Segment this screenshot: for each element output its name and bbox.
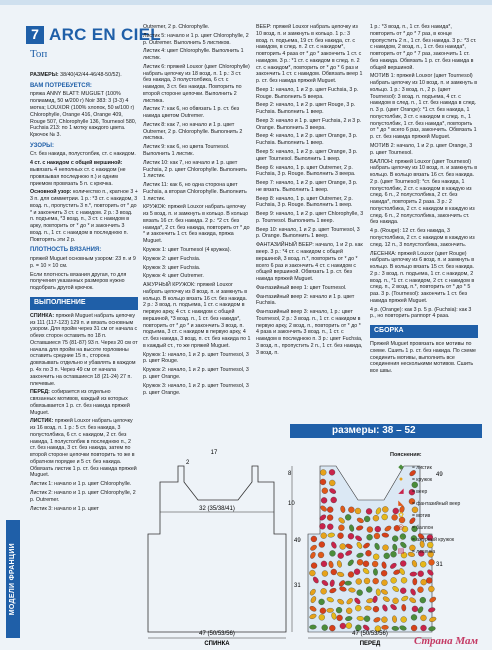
- legend-symbol-icon: ●: [398, 475, 404, 483]
- front-motif: [331, 497, 337, 503]
- front-motif: [373, 606, 379, 612]
- back-top-label: 17: [210, 450, 218, 456]
- col2-p18: Кружок 3: начало, 1 и 2 р. цвет Tournesol, 3 р. цвет Orange.: [143, 382, 249, 396]
- front-motif: [345, 581, 352, 586]
- front-h1-label: 49: [436, 472, 443, 478]
- front-motif: [367, 527, 373, 533]
- col3-p9: Веер 8: начало, 1 р. цвет Outremer, 2 р. Fuchsia, 3 р. Rouge. Выполнить 1 веер.: [256, 195, 353, 209]
- patterns-heading: УЗОРЫ:: [30, 142, 54, 149]
- article-subtitle: Топ: [30, 48, 48, 60]
- front-motif: [365, 550, 371, 556]
- legend-item: [390, 546, 482, 558]
- legend-symbol-icon: ◌: [398, 535, 404, 543]
- front-motif: [329, 625, 335, 631]
- front-width-label: 47 (50/53/56): [352, 631, 388, 637]
- back-title: СПИНКА:: [30, 312, 55, 319]
- front-motif: [412, 606, 418, 612]
- front-motif: [321, 588, 327, 594]
- front-motif: [413, 578, 417, 585]
- front-motif: [421, 625, 427, 631]
- front-motif: [381, 580, 387, 586]
- back-side-label: 31: [294, 583, 301, 589]
- front-motif: [417, 587, 423, 593]
- front-motif: [373, 578, 379, 584]
- front-motif: [418, 571, 424, 577]
- front-motif: [364, 616, 370, 622]
- col4-p7: 4 р. (Orange): как 3 р. 5 р. (Fuchsia): как 3 р., но повторить раппорт 4 раза.: [370, 306, 472, 320]
- work-heading: ВЫПОЛНЕНИЕ: [30, 297, 138, 310]
- col2-p2: Листик 5: начало и 1 р. цвет Chlorophylle, 2 р. Outremer. Выполнить 5 листиков.: [143, 32, 249, 46]
- mesh-text: вывязать 4 неполных ст. с накидом (не провязывая последнюю п.) и одним приемом провязать 5 п. с крючка.: [30, 167, 126, 187]
- front-motif: [309, 625, 316, 630]
- col2-p4: Листик 6: пряжей Louxor (цвет Chlorophylle) набрать цепочку из 18 возд. п. 1 р.: 3 ст. без накида, 3 полустолбика, 6 ст. с накидом, 3 ст. без накида. Повторить по второй стороне цепочки. Выполнить 2 листика.: [143, 63, 250, 104]
- front-motif: [338, 553, 344, 559]
- front-motif: [366, 508, 372, 514]
- front-motif: [319, 523, 325, 529]
- front-motif: [411, 614, 417, 620]
- front-motif: [426, 577, 432, 583]
- front-motif: [327, 515, 333, 521]
- sizes-label: РАЗМЕРЫ:: [30, 72, 59, 78]
- col4-p4: БАЛЛОН: пряжей Louxor (цвет Tournesol) набрать цепочку из 10 возд. п. и замкнуть в кольцо. В кольцо вязать 16 ст. без накида. 2 р. (цвет Tournesol): *ст. без накида, 1 полустолбик, 2 ст. с накидом в каждую из след. 6 п., 2 полустолбика, 2 ст. без накида*, повторить 2 раза. 3 р.: 2 полустолбика, 2 ст. с накидом в каждую из след. 6 п., 2 полустолбика, закончить ст. без накида.: [370, 158, 478, 226]
- front-motif: [411, 625, 417, 631]
- column-4: [370, 24, 478, 377]
- front-motif: [320, 608, 326, 614]
- legend-symbol-icon: ◢: [398, 487, 404, 495]
- density-heading: ПЛОТНОСТЬ ВЯЗАНИЯ:: [30, 247, 102, 254]
- back-h2-label: 10: [288, 501, 295, 507]
- front-motif: [374, 533, 380, 539]
- leaf-block: [30, 418, 138, 479]
- front-motif: [401, 617, 407, 623]
- front-motif: [381, 617, 387, 623]
- col3-p4: Веер 3: начало и 1 р. цвет Fuchsia, 2 и 3 р. Orange. Выполнить 3 веера.: [256, 117, 362, 131]
- col2-p11: Кружок 1: цвет Tournesol (4 кружка).: [143, 246, 231, 253]
- front-motif: [382, 514, 388, 520]
- col3-p8: Веер 7: начало, 1 и 2 р. цвет Orange, 3 р. не вязать. Выполнить 1 веер.: [256, 180, 358, 193]
- front-motif: [373, 554, 379, 560]
- legend-item: [390, 534, 482, 546]
- front-motif: [354, 569, 360, 575]
- front-motif: [331, 569, 337, 575]
- front-motif: [327, 507, 333, 513]
- front-block: [30, 389, 138, 416]
- col4-p1: 1 р.: *3 возд. п., 1 ст. без накида*, повторить от * до * 7 раз, в конце пропустить 2 п., 1 ст. без накида. 3 р.: *3 ст. с накидом, 2 возд. п., 1 ст. без накида*, повторить от * до * 7 раз, закончить 1 ст. без накида. Обвязать 1 р. ст. без накида в общей вершиной.: [370, 24, 477, 71]
- leaf-3: Листик 3: начало и 1 р. цвет: [30, 505, 99, 512]
- col2-p15: АЖУРНЫЙ КРУЖОК: пряжей Louxor набрать цепочку из 8 возд. п. и замкнуть в кольцо. В кольцо вязать 16 ст. без накида. 2 р.: 3 возд. п. подъема, 1 ст. с накидом в первую арку, 4 ст. с накидом с общей вершиной, *3 возд. п., 1 ст. без накида*, повторить от * до * и закончить 3 возд. п. подъема, 3 ст. с накидом в первую арку, 4 ст. без накида, 3 возд. п. ст. без накида по 1 в каждый ст., то же пряжей Muguet.: [143, 282, 251, 349]
- assembly-text: Пряжей Muguet провязать все мотивы по схеме. Сшить 1 р. ст. без накида. По схеме соединить мотивы, выполнить все соединения несколькими мотивов. Сшить все швы.: [370, 341, 476, 375]
- front-title: ПЕРЕД:: [30, 389, 50, 396]
- front-motif: [321, 561, 327, 567]
- front-motif: [355, 605, 361, 611]
- article-header: [26, 24, 161, 46]
- col3-p10: Веер 9: начало, 1 и 2 р. цвет Chlorophylle, 3 р. Tournesol. Выполнить 1 веер.: [256, 211, 364, 224]
- materials-heading: ВАМ ПОТРЕБУЕТСЯ:: [30, 82, 92, 89]
- sidebar-label: МОДЕЛИ ФРАНЦИИ: [8, 542, 16, 616]
- front-motif: [366, 587, 372, 593]
- back-mid-label: 32 (35/38/41): [199, 506, 235, 512]
- front-motif: [420, 597, 426, 603]
- legend-symbol-icon: ◆: [398, 463, 404, 471]
- col3-p15: Фантазийный веер 3: начало, 1 р.: цвет Tournesol, 2 р.: 3 возд. п., 1 ст. с накидом в первую арку, 2 возд. п., повторить от * до * 4 раза и закончить 3 возд. п., 1 ст. с накидом в последнюю п. 3 р.: цвет Fuchsia, 3 возд. п., пропустить 2 п., 1 ст. без накида, 3 возд. п.: [256, 309, 363, 356]
- back-width-label: 47 (50/53/56): [199, 631, 235, 637]
- main-pattern-title: Основной узор:: [30, 189, 72, 196]
- front-motif: [338, 533, 344, 539]
- assembly-heading: СБОРКА: [370, 325, 478, 338]
- legend-label: = баллон: [412, 524, 434, 531]
- front-motif: [319, 542, 325, 548]
- front-motif: [322, 488, 328, 494]
- back-title-label: СПИНКА: [204, 641, 230, 647]
- column-1: [30, 72, 138, 514]
- front-motif: [356, 579, 362, 585]
- front-motif: [357, 590, 363, 596]
- front-motif: [348, 507, 354, 513]
- sidebar-label-strip: [6, 520, 20, 638]
- watermark-text: Страна Мам: [414, 635, 479, 647]
- front-motif: [337, 615, 343, 621]
- top-strip: [0, 0, 492, 5]
- col4-p2: МОТИВ 1: пряжей Louxor (цвет Tournesol) набрать цепочку из 10 возд. п. и замкнуть в кольцо. 1 р.: 3 возд. п., 2 р. (цвет Tournesol): 3 возд. п. подъема, 4 ст. с накидом в след. п., 1 ст. без накида в след. п. 3 р. (цвет Orange): *1 ст. без накида, 1 полустолбик, 3 ст. с накидом в след. п., 1 полустолбик, 1 ст. без накида*, повторить от * до * всего 6 раз, закончить. Обвязать 1 р. ст. без накида пряжей Muguet.: [370, 73, 478, 141]
- front-motif: [327, 524, 333, 530]
- col2-p14: Кружок 4: цвет Outremer.: [143, 273, 204, 280]
- legend-label: = листик: [412, 464, 432, 471]
- front-motif: [421, 579, 427, 585]
- sizes-value: 38/40(42/44-46/48-50/52).: [60, 72, 122, 78]
- col2-p16: Кружок 1: начало, 1 и 2 р. цвет Tournesol, 3 р. цвет Rouge.: [143, 351, 249, 365]
- back-schematic: [148, 450, 301, 647]
- front-motif: [348, 533, 354, 539]
- front-motif: [383, 545, 389, 551]
- front-motif: [372, 561, 378, 567]
- main-pattern-block: [30, 189, 138, 243]
- front-motif: [321, 497, 327, 503]
- front-text: собирается из отдельно связанных мотивов, каждый из которых обвязывается 1 р. ст. без накида пряжей Muguet.: [30, 389, 130, 416]
- front-motif: [319, 614, 325, 620]
- front-motif: [401, 577, 407, 583]
- front-motif: [322, 570, 328, 576]
- col2-p12: Кружок 2: цвет Fuchsia.: [143, 255, 201, 262]
- front-motif: [322, 625, 328, 631]
- front-motif: [364, 516, 370, 522]
- front-motif: [318, 552, 324, 558]
- col3-p6: Веер 5: начало, 1 и 2 р. цвет Orange, 3 р. цвет Tournesol. Выполнить 1 веер.: [256, 149, 358, 162]
- col2-p6: Листик 8: как 7, но начало и 1 р. цвет Outremer, 2 р. Chlorophylle. Выполнить 2 листика.: [143, 121, 243, 142]
- legend-label: = веер: [412, 488, 428, 495]
- leaf-1: Листик 1: начало и 1 р. цвет Chlorophylle.: [30, 481, 132, 488]
- front-motif: [420, 561, 426, 567]
- front-motif: [346, 623, 352, 629]
- col3-p2: Веер 1: начало, 1 и 2 р. цвет Fuchsia, 3 р. Rouge. Выполнить 5 веера.: [256, 86, 359, 100]
- legend-item: [390, 486, 482, 498]
- front-motif: [329, 469, 335, 475]
- col2-p1: Outremer, 2 р. Chlorophylle.: [143, 24, 210, 30]
- front-motif: [336, 607, 342, 613]
- col4-p3: МОТИВ 2: начало, 1 и 2 р. цвет Orange, 3 р. цвет Tournesol.: [370, 143, 473, 156]
- front-motif: [329, 550, 335, 556]
- front-motif: [381, 570, 387, 576]
- legend-symbol-icon: ▤: [397, 547, 405, 555]
- back-h1-label: 8: [288, 471, 292, 477]
- front-motif: [338, 525, 344, 531]
- article-title: ARC EN CIEL: [49, 25, 161, 44]
- front-motif: [340, 623, 346, 629]
- col3-p1: ВЕЕР: пряжей Louxor набрать цепочку из 10 возд. п. и замкнуть в кольцо. 1 р.: 3 возд. п. подъема, 19 ст. без накида, ст. с накидом, в след. п. 2 ст. с накидом*, повторить 4 раза от * до * закончить 1 ст. с накидом. 3 р.: *1 ст. с накидом в след. п. 2 ст. с накидом*, повторить от * до * 6 раз и закончить 1 ст. с накидом. Обвязать веер 1 р. ст. без накида пряжей Muguet.: [256, 24, 363, 85]
- front-motif: [363, 561, 369, 567]
- legend-label: = мотив: [412, 512, 431, 519]
- materials-text: пряжа ANNY BLATT: MUGUET (100% полиамид, 50 м/200 г) Noir 383: 3 (3-3) 4 мотка; LOUXOR (100% хлопок, 50 м/100 г) Chlorophylle, Orange 416, Orange 409, Rouge 507, Chlorophylle 136, Tournesol 580, Fuchsia 213: по 1 мотку каждого цвета. Крючок № 3.: [30, 91, 137, 139]
- mesh-block: [30, 160, 138, 187]
- front-motif: [400, 588, 406, 594]
- col2-p3: Листик 4: цвет Chlorophylle. Выполнить 1 листик.: [143, 48, 244, 62]
- legend-item: [390, 510, 482, 522]
- front-motif: [393, 598, 399, 604]
- front-motif: [429, 559, 435, 565]
- sizes-band: размеры: 38 – 52: [290, 424, 482, 438]
- front-motif: [311, 563, 317, 569]
- front-motif: [357, 559, 363, 565]
- legend-item: [390, 474, 482, 486]
- leaf-2: Листик 2: начало и 1 р. цвет Chlorophylle, 2 р. Outremer.: [30, 490, 136, 503]
- col3-p13: Фантазийный веер 1: цвет Tournesol.: [256, 284, 347, 291]
- front-motif: [329, 480, 335, 486]
- front-motif: [348, 571, 354, 577]
- front-motif: [355, 508, 361, 514]
- back-text: пряжей Muguet набрать цепочку из 111 (117-123) 129 п. и вязать основным узором. Для пройм через 31 см от начала с обеих сторон оставить по 18 п. Оставшиеся 75 (81-87) 93 п. Через 20 см от начала для пройм на высоте горловины оставить средние 15 п., сторона довязывать отдельно и убавлять в каждом р. 4х по 3 п. Через 49 см от начала закончить на оставшиеся 18 (21-24) 27 п. плечевые.: [30, 312, 138, 387]
- legend-item: [390, 498, 482, 510]
- front-motif: [321, 533, 327, 539]
- col2-p13: Кружок 3: цвет Fuchsia.: [143, 264, 201, 271]
- front-motif: [346, 608, 352, 614]
- front-motif: [319, 599, 325, 605]
- col3-p12: ФАНТАЗИЙНЫЙ ВЕЕР: начало, 1 и 2 р. как веер. 3 р.: *4 ст. с накидом с общей вершиной, 3 возд. п.*, повторить от * до * всего 6 раз и закончить 4 ст. с накидом с общей вершиной. Обвязать 1 р. ст. без накида пряжей Muguet.: [256, 242, 363, 283]
- legend-label: = кружок: [412, 476, 433, 483]
- density-text: пряжей Muguet основным узором: 23 п. и 9 р. = 10 × 10 см.: [30, 256, 136, 269]
- mesh-title: 4 ст. с накидом с общей вершиной:: [30, 160, 123, 167]
- col2-p9: Листик 11: как 6, но одна сторона цвет Fuchsia, а вторая Chlorophylle. Выполнить 1 листик.: [143, 182, 247, 202]
- front-motif: [340, 543, 346, 549]
- front-motif: [375, 526, 381, 532]
- back-strap-label: 2: [186, 460, 190, 466]
- col2-p10: КРУЖОК: пряжей Louxor набрать цепочку из 5 возд. п. и замкнуть в кольцо. В кольцо вязать 16 ст. без накида. 2 р.: *2 ст. без накида*, 2 ст. без накида, повторить от * до * и закончить 1 ст. без накида, пряжа Muguet.: [143, 204, 250, 245]
- col3-p11: Веер 10: начало, 1 и 2 р. цвет Tournesol, 3 р. Orange. Выполнить 1 веер.: [256, 226, 360, 240]
- leaf-title: ЛИСТИК:: [30, 418, 54, 425]
- front-motif: [373, 515, 379, 521]
- front-motif: [320, 469, 326, 475]
- legend-item: [390, 462, 482, 474]
- col2-p17: Кружок 2: начало, 1 и 2 р. цвет Tournesol, 3 р. цвет Orange.: [143, 367, 249, 380]
- sizes-block: [30, 72, 138, 79]
- legend-rows: [390, 462, 482, 558]
- front-motif: [384, 553, 390, 559]
- article-number: 7: [26, 26, 44, 44]
- legend: [390, 452, 482, 558]
- front-motif: [364, 578, 370, 584]
- legend-item: [390, 522, 482, 534]
- leaf-text: пряжей Louxor набрать цепочку из 16 возд. п. 1 р.: 5 ст. без накида, 3 полустолбика, 6 ст. с накидом, 2 ст. без накида, 1 полустолбик в последнюю п., 2 ст. без накида, 3 ст. без накида, затем по второй стороне цепочки повторить то же в обратном порядке и 5 ст. без накида. Обвязать листик 1 р. ст. без накида пряжей Muguet.: [30, 418, 137, 479]
- legend-title: Пояснения:: [390, 452, 422, 458]
- front-motif: [320, 479, 326, 485]
- back-outline: [148, 466, 286, 632]
- front-title-label: ПЕРЕД: [359, 641, 381, 647]
- density-note: Если плотность вязания другая, то для получения указанных размеров нужно подобрать другой крючок.: [30, 271, 127, 292]
- front-motif: [381, 625, 388, 630]
- col3-p3: Веер 2: начало, 1 и 2 р. цвет Rouge, 3 р. Fuchsia. Выполнить 1 веер.: [256, 102, 356, 116]
- col2-p8: Листик 10: как 7, но начало и 1 р. цвет Fuchsia, 2 р. цвет Chlorophylle. Выполнить 1 листик.: [143, 159, 247, 180]
- front-motif: [391, 577, 397, 583]
- col4-p5: 4 р. (Rouge): 12 ст. без накида, 3 полустолбика, 2 ст. с накидом в каждую из след. 12 п., 3 полустолбика, закончить.: [370, 228, 475, 248]
- front-motif: [309, 570, 315, 576]
- legend-symbol-icon: ✿: [398, 511, 404, 519]
- front-motif: [382, 506, 388, 512]
- legend-symbol-icon: ◣: [398, 499, 404, 507]
- col3-p14: Фантазийный веер 2: начало и 1 р. цвет Fuchsia.: [256, 293, 355, 307]
- col3-p5: Веер 4: начало, 1 и 2 р. цвет Orange, 3 р. Fuchsia. Выполнить 1 веер.: [256, 133, 358, 147]
- front-motif: [420, 615, 426, 621]
- legend-label: = ажурный кружок: [412, 536, 455, 543]
- patterns-text: Ст. без накида, полустолбик, ст. с накидом.: [30, 151, 136, 158]
- back-h3-label: 49: [294, 538, 301, 544]
- front-motif: [311, 536, 317, 542]
- legend-label: = лесенка: [412, 548, 436, 555]
- main-pattern-text: количество п., кратное 3 + 3 п. для симметрии. 1 р.: *3 ст. с накидом, 3 возд. п., пропустить 3 п.*, повторить от * до * и закончить 3 ст. с накидом. 2 р.: 3 возд. п. подъема, *3 возд. п., 3 ст. с накидом в арку, повторить от * до * и закончить 3 возд. п., 1 ст. с накидом в последнюю п. Повторять эти 2 р.: [30, 189, 138, 243]
- col4-p6: ЛЕСЕНКА: пряжей Louxor (цвет Rouge) набрать цепочку из 6 возд. п. и замкнуть в кольцо. В кольцо вязать 15 ст. без накида. 2 р.: 3 возд. п. подъема, 1 ст. с накидом, 2 возд. п., *1 ст. с накидом, 2 ст. с накидом в след. п., 2 возд. п.*, повторить от * до * 5 раз. 3 р. (Tournesol): закончить 1 ст. без накида пряжей Muguet.: [370, 250, 475, 304]
- front-motif: [400, 561, 406, 567]
- legend-label: = фантазийный веер: [412, 500, 461, 507]
- front-motif: [355, 625, 361, 631]
- front-h2-label: 31: [436, 562, 443, 568]
- back-block: [30, 313, 138, 387]
- front-motif: [428, 586, 434, 592]
- col3-p7: Веер 6: начало, 1 р. цвет Outremer, 2 р. Fuchsia, 3 р. Rouge. Выполнить 3 веера.: [256, 164, 356, 178]
- col2-p7: Листик 9: как 6, но цвета Tournesol. Выполнить 1 листик.: [143, 144, 230, 158]
- column-2: [143, 24, 251, 398]
- legend-symbol-icon: ◎: [397, 523, 405, 531]
- col2-p5: Листик 7: как 6, но обвязать 1 р. ст. без накида цветом Outremer.: [143, 106, 240, 120]
- front-motif: [345, 514, 351, 520]
- column-3: [256, 24, 364, 358]
- front-motif: [367, 534, 373, 540]
